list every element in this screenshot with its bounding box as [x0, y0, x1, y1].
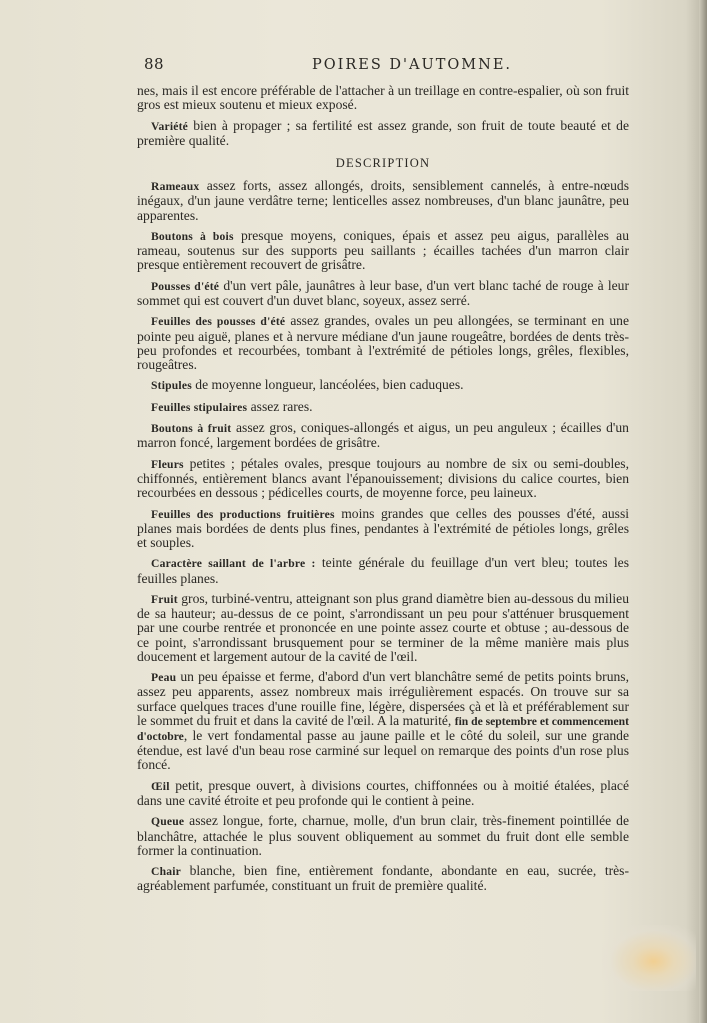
entry-pousses-d-ete — [137, 279, 629, 308]
entry-text: assez gros, coniques-allongés et aigus, un peu anguleux ; écailles d'un marron foncé, largement bordées de grisâtre. — [137, 420, 629, 451]
intro-paragraph — [137, 84, 629, 112]
entry-fruit — [137, 592, 629, 664]
entry-lead: Rameaux — [151, 180, 200, 194]
entry-lead: Feuilles stipulaires — [151, 400, 248, 414]
intro-text: nes, mais il est encore préférable de l'attacher à un treillage en contre-espalier, où son fruit gros est mieux soutenu et mieux exposé. — [137, 83, 629, 113]
entry-lead: Pousses d'été — [151, 279, 220, 293]
running-header — [144, 55, 554, 77]
entry-text: assez longue, forte, charnue, molle, d'un brun clair, très-finement pointillée de blanchâtre, attachée le plus souvent obliquement au sommet du fruit dont elle semble former la continuation. — [137, 813, 629, 858]
entry-text: moins grandes que celles des pousses d'été, aussi planes mais bordées de dents plus fines, pendantes à l'extrémité de pétioles longs, grêles et souples. — [137, 505, 630, 550]
entry-rameaux — [137, 179, 629, 223]
entry-lead: Feuilles des pousses d'été — [151, 315, 286, 329]
page-number: 88 — [144, 55, 165, 73]
entry-boutons-a-bois — [137, 229, 629, 273]
entry-text: de moyenne longueur, lancéolées, bien caduques. — [191, 377, 464, 393]
paragraph-lead: Variété — [151, 119, 189, 133]
entry-text: presque moyens, coniques, épais et assez peu aigus, parallèles au rameau, soutenus sur des supports peu saillants ; écailles tachées d'un marron clair presque entièrement recouvert de grisâtre. — [137, 228, 629, 273]
variety-paragraph — [137, 119, 629, 148]
section-title: DESCRIPTION — [335, 156, 431, 170]
entry-text: gros, turbiné-ventru, atteignant son plus grand diamètre bien au-dessous du milieu de sa hauteur; au-dessus de ce point, s'arrondissant un peu pour s'atténuer brusquement par une courbe rentrée et prononcée en une pointe assez courte et obtuse ; au-dessous de ce point, s'arrondissant brusquement pour se terminer de la même manière mais plus doucement et largement autour de la cavité de l'œil. — [137, 590, 629, 664]
entry-caractere-saillant — [137, 556, 629, 585]
entry-stipules — [137, 378, 629, 393]
entry-feuilles-des-productions — [137, 507, 629, 551]
entry-lead: Œil — [151, 779, 170, 793]
page-edge — [699, 0, 707, 1023]
entry-lead: Queue — [151, 815, 185, 829]
entry-emphasis: fin de septembre et commencement d'octobre — [137, 714, 629, 743]
page-stain — [602, 925, 696, 991]
entry-fleurs — [137, 457, 629, 501]
entry-text: assez rares. — [247, 398, 313, 414]
entry-lead: Stipules — [151, 379, 192, 393]
entry-text: un peu épaisse et ferme, d'abord d'un vert blanchâtre semé de petits points bruns, assez peu apparents, assez nombreux mais irrégulièrement espacés. On trouve sur sa surface quelques traces d'une rouille fine, légère, dispersées çà et là et préférablement sur le sommet du fruit et dans la cavité de l'œil. A la maturité, — [137, 669, 629, 728]
entry-lead: Boutons à bois — [151, 230, 234, 243]
running-title: POIRES D'AUTOMNE. — [312, 57, 513, 73]
entry-text: petit, presque ouvert, à divisions courtes, chiffonnées ou à moitié étalées, placé dans une cavité étroite et peu profonde qui le contient à peine. — [137, 777, 629, 808]
entry-text-continued: , le vert fondamental passe au jaune paille et le côté du soleil, sur une grande étendue, est lavé d'un beau rose carminé sur lequel on remarque des points d'un rose plus foncé. — [137, 727, 629, 773]
entry-text: assez grandes, ovales un peu allongées, se terminant en une pointe peu aiguë, planes et à nervure médiane d'un jaune rougeâtre, bordées de dents très-peu profondes et recourbées, tombant à l'extrémité de pétioles longs, grêles, flexibles, rougeâtres. — [137, 313, 629, 372]
page-body — [137, 84, 629, 900]
entry-lead: Boutons à fruit — [151, 422, 232, 436]
entry-feuilles-des-pousses — [137, 314, 629, 372]
entry-lead: Chair — [151, 865, 181, 879]
entry-text: blanche, bien fine, entièrement fondante, abondante en eau, sucrée, très-agréablement parfumée, constituant un fruit de première qualité. — [137, 863, 629, 894]
entry-lead: Fleurs — [151, 457, 184, 471]
paragraph-text: bien à propager ; sa fertilité est assez grande, son fruit de toute beauté et de première qualité. — [137, 117, 629, 148]
entry-lead: Fruit — [151, 592, 178, 606]
entry-lead: Peau — [151, 671, 177, 685]
entry-feuilles-stipulaires — [137, 400, 629, 415]
entry-boutons-a-fruit — [137, 421, 629, 450]
entry-text: teinte générale du feuillage d'un vert bleu; toutes les feuilles planes. — [137, 555, 630, 586]
entry-lead: Feuilles des productions fruitières — [151, 507, 335, 521]
entry-oeil — [137, 779, 629, 808]
entry-text: petites ; pétales ovales, presque toujours au nombre de six ou semi-doubles, chiffonnés, entièrement blancs avant l'épanouissement; divisions du calice courtes, bien recourbées en dessous ; pédicelles courts, de moyenne force, peu laineux. — [137, 455, 629, 501]
entry-chair — [137, 864, 629, 893]
entry-text: d'un vert pâle, jaunâtres à leur base, d'un vert blanc taché de rouge à leur sommet qui est couvert d'un duvet blanc, soyeux, assez serré. — [137, 277, 630, 308]
entry-lead: Caractère saillant de l'arbre : — [151, 557, 316, 571]
entry-text: assez forts, assez allongés, droits, sensiblement cannelés, à entre-nœuds inégaux, d'un jaune verdâtre terne; lenticelles assez nombreuses, d'un blanc jaunâtre, peu apparentes. — [137, 178, 629, 223]
entry-queue — [137, 814, 629, 858]
entry-peau — [137, 670, 629, 772]
